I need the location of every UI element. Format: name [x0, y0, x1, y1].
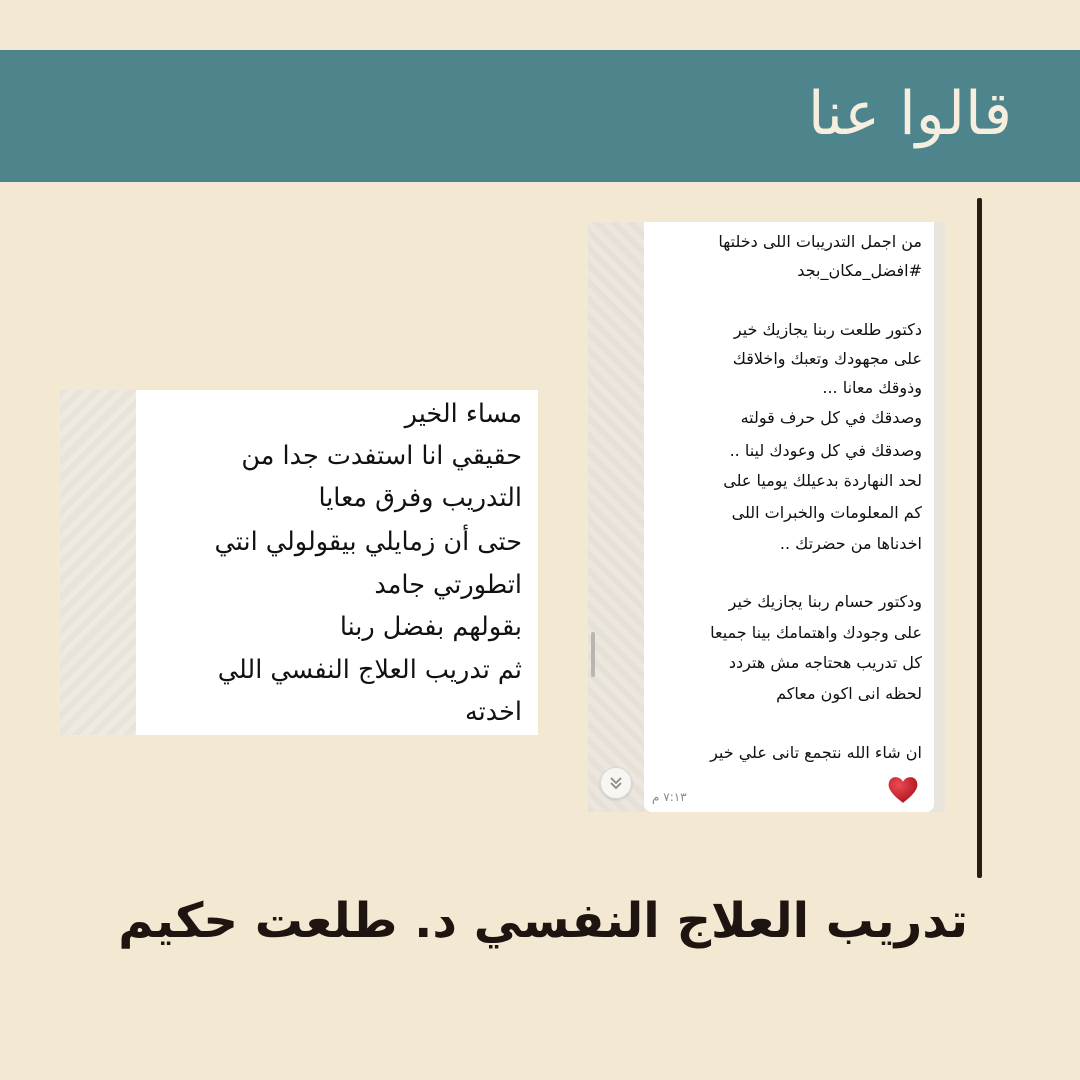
chevron-double-down-icon	[601, 768, 631, 798]
message-line: اتطورتي جامد	[374, 570, 522, 600]
message-line: وذوقك معانا ...	[822, 378, 922, 397]
message-line: وصدقك في كل وعودك لينا ..	[729, 441, 922, 460]
scrollbar-handle[interactable]	[591, 632, 595, 677]
message-line: ان شاء الله نتجمع تانى علي خير	[710, 743, 922, 762]
message-timestamp: ٧:١٣ م	[652, 790, 687, 804]
message-line: دكتور طلعت ربنا يجازيك خير	[733, 320, 922, 339]
message-line: وصدقك في كل حرف قولته	[740, 408, 922, 427]
message-line: #افضل_مكان_بجد	[797, 261, 922, 280]
message-line: من اجمل التدريبات اللى دخلتها	[718, 232, 922, 251]
chat-wallpaper-pattern	[588, 222, 644, 812]
message-line: حقيقي انا استفدت جدا من	[241, 441, 522, 471]
message-line: على وجودك واهتمامك بينا جميعا	[710, 623, 922, 642]
message-line: التدريب وفرق معايا	[318, 483, 522, 513]
message-bubble	[136, 390, 538, 735]
chat-wallpaper-pattern	[60, 390, 136, 735]
vertical-divider	[977, 198, 982, 878]
message-line: مساء الخير	[404, 399, 522, 429]
message-line: كل تدريب هحتاجه مش هتردد	[728, 653, 922, 672]
message-line: لحد النهاردة بدعيلك يوميا على	[723, 471, 922, 490]
message-line: كم المعلومات والخبرات اللى	[731, 503, 922, 522]
message-line: اخدته	[464, 697, 522, 727]
header-band	[0, 50, 1080, 182]
message-line: ودكتور حسام ربنا يجازيك خير	[728, 592, 922, 611]
footer-title: تدريب العلاج النفسي د. طلعت حكيم	[118, 893, 968, 949]
message-line: لحظه انى اكون معاكم	[776, 684, 922, 703]
scroll-down-button[interactable]	[600, 767, 632, 799]
message-line: على مجهودك وتعبك واخلاقك	[732, 349, 922, 368]
page-title: قالوا عنا	[807, 79, 1012, 149]
testimonial-screenshot-right	[588, 222, 945, 812]
heart-icon	[886, 772, 920, 806]
message-bubble	[644, 222, 934, 812]
message-line: حتى أن زمايلي بيقولولي انتي	[214, 527, 522, 557]
message-line: ثم تدريب العلاج النفسي اللي	[217, 655, 522, 685]
message-line: بقولهم بفضل ربنا	[339, 612, 522, 642]
testimonial-screenshot-left	[60, 390, 538, 735]
message-line: اخدناها من حضرتك ..	[779, 534, 922, 553]
